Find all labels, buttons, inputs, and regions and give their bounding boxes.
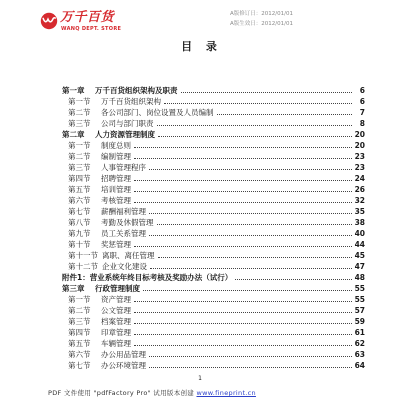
toc-entry-page: 20 xyxy=(354,130,365,139)
toc-entry-label: 附件1： xyxy=(62,273,90,282)
toc-entry-label: 第四节 xyxy=(68,328,91,337)
toc-entry-label: 第七节 xyxy=(68,361,91,370)
toc-entry-title: 营业系统年终目标考核及奖励办法（试行） xyxy=(89,273,233,282)
header-meta-line-1: A版修订日：2012/01/01 xyxy=(230,11,293,17)
toc-entry-label: 第一节 xyxy=(68,295,91,304)
toc-entry-page: 59 xyxy=(354,317,365,326)
toc-section-entry xyxy=(62,261,365,272)
toc-leader-dots xyxy=(158,257,352,258)
toc-entry-page: 38 xyxy=(354,218,365,227)
toc-entry-label: 第四节 xyxy=(68,174,91,183)
toc-entry-page: 23 xyxy=(354,152,365,161)
toc-entry-page: 6 xyxy=(359,86,365,95)
toc-section-entry xyxy=(62,140,365,151)
toc-entry-title: 企业文化建设 xyxy=(102,262,147,271)
toc-entry-label: 第六节 xyxy=(68,196,91,205)
footer-text: PDF 文件使用 "pdfFactory Pro" 试用版本创建 xyxy=(48,389,197,397)
toc-entry-page: 26 xyxy=(354,185,365,194)
toc-entry-title: 办公环境管理 xyxy=(101,361,146,370)
toc-entry-page: 32 xyxy=(354,196,365,205)
pdf-footer xyxy=(48,389,256,397)
toc-leader-dots xyxy=(143,290,352,291)
toc-entry-page: 8 xyxy=(359,119,365,128)
toc-leader-dots xyxy=(149,235,352,236)
toc-entry-label: 第二节 xyxy=(68,306,91,315)
toc-section-entry xyxy=(62,239,365,250)
toc-entry-page: 48 xyxy=(354,273,365,282)
toc-entry-label: 第二章 xyxy=(62,130,85,139)
toc-leader-dots xyxy=(149,356,352,357)
toc-leader-dots xyxy=(149,169,352,170)
toc-entry-page: 64 xyxy=(354,361,365,370)
toc-entry-title: 员工关系管理 xyxy=(101,229,146,238)
toc-section-entry xyxy=(62,173,365,184)
toc-section-entry xyxy=(62,338,365,349)
toc-section-entry xyxy=(62,107,365,118)
toc-entry-title: 薪酬福利管理 xyxy=(101,207,146,216)
toc-entry-title: 奖惩管理 xyxy=(101,240,131,249)
footer-link[interactable]: www.fineprint.cn xyxy=(196,389,256,397)
toc-entry-title: 档案管理 xyxy=(101,317,131,326)
toc-leader-dots xyxy=(134,202,352,203)
toc-entry-label: 第一节 xyxy=(68,97,91,106)
toc-leader-dots xyxy=(134,312,352,313)
toc-leader-dots xyxy=(164,103,352,104)
toc-entry-page: 61 xyxy=(354,328,365,337)
toc-entry-label: 第三节 xyxy=(68,317,91,326)
toc-entry-page: 40 xyxy=(354,229,365,238)
toc-leader-dots xyxy=(134,301,352,302)
toc-entry-label: 第六节 xyxy=(68,350,91,359)
toc-section-entry xyxy=(62,151,365,162)
toc-entry-title: 车辆管理 xyxy=(101,339,131,348)
toc-leader-dots xyxy=(158,136,352,137)
toc-entry-title: 行政管理制度 xyxy=(95,284,140,293)
toc-section-entry xyxy=(62,206,365,217)
logo-wordmark-cn: 万千百货 xyxy=(60,10,115,25)
toc-leader-dots xyxy=(235,279,351,280)
toc-section-entry xyxy=(62,96,365,107)
toc-title: 目 录 xyxy=(181,40,219,53)
toc-leader-dots xyxy=(149,367,352,368)
toc-leader-dots xyxy=(134,158,352,159)
toc-leader-dots xyxy=(134,323,352,324)
toc-entry-page: 6 xyxy=(359,97,365,106)
toc-section-entry xyxy=(62,305,365,316)
toc-entry-label: 第一章 xyxy=(62,86,85,95)
logo-wordmark-en: WANQ DEPT. STORE xyxy=(61,26,122,32)
toc-leader-dots xyxy=(149,213,352,214)
toc-entry-title: 万千百货组织架构及职责 xyxy=(95,86,178,95)
toc-leader-dots xyxy=(157,224,352,225)
toc-leader-dots xyxy=(134,246,352,247)
toc-section-entry xyxy=(62,162,365,173)
toc-entry-page: 45 xyxy=(354,251,365,260)
toc-leader-dots xyxy=(134,191,352,192)
toc-entry-title: 人事管理程序 xyxy=(101,163,146,172)
toc-entry-title: 培训管理 xyxy=(101,185,131,194)
toc-entry-page: 35 xyxy=(354,207,365,216)
wanqian-logo-icon xyxy=(40,12,58,30)
toc-entry-label: 第三章 xyxy=(62,284,85,293)
toc-leader-dots xyxy=(134,180,352,181)
page-number: 1 xyxy=(198,375,202,382)
toc-entry-label: 第七节 xyxy=(68,207,91,216)
toc-entry-title: 公司与部门职责 xyxy=(101,119,154,128)
toc-leader-dots xyxy=(181,92,353,93)
toc-entry-label: 第十一节 xyxy=(68,251,98,260)
toc-section-entry xyxy=(62,228,365,239)
toc-entry-title: 人力资源管理制度 xyxy=(95,130,155,139)
toc-section-entry xyxy=(62,327,365,338)
toc-entry-label: 第二节 xyxy=(68,152,91,161)
toc-entry-label: 第三节 xyxy=(68,119,91,128)
toc-leader-dots xyxy=(134,334,352,335)
toc-leader-dots xyxy=(217,114,353,115)
toc-entry-page: 63 xyxy=(354,350,365,359)
toc-entry-title: 公文管理 xyxy=(101,306,131,315)
toc-entry-title: 各公司部门、岗位设置及人员编制 xyxy=(101,108,214,117)
toc-entry-label: 第十二节 xyxy=(68,262,98,271)
toc-leader-dots xyxy=(157,125,353,126)
toc-entry-label: 第三节 xyxy=(68,163,91,172)
toc-entry-page: 55 xyxy=(354,295,365,304)
toc-entry-label: 第五节 xyxy=(68,185,91,194)
toc-section-entry xyxy=(62,294,365,305)
toc-entry-label: 第一节 xyxy=(68,141,91,150)
toc-entry-title: 考核管理 xyxy=(101,196,131,205)
toc-entry-page: 20 xyxy=(354,141,365,150)
toc-leader-dots xyxy=(134,345,352,346)
toc-entry-page: 23 xyxy=(354,163,365,172)
toc-leader-dots xyxy=(134,147,352,148)
toc-entry-page: 24 xyxy=(354,174,365,183)
toc-section-entry xyxy=(62,217,365,228)
toc-chapter-entry xyxy=(62,85,365,96)
toc-leader-dots xyxy=(150,268,352,269)
toc-entry-label: 第九节 xyxy=(68,229,91,238)
toc-entry-title: 考勤及休假管理 xyxy=(101,218,154,227)
toc-list xyxy=(62,85,365,371)
toc-section-entry xyxy=(62,316,365,327)
toc-entry-page: 62 xyxy=(354,339,365,348)
toc-entry-page: 44 xyxy=(354,240,365,249)
toc-chapter-entry xyxy=(62,129,365,140)
toc-entry-title: 办公用品管理 xyxy=(101,350,146,359)
toc-entry-title: 招聘管理 xyxy=(101,174,131,183)
toc-entry-title: 离职、离任管理 xyxy=(102,251,155,260)
toc-entry-label: 第八节 xyxy=(68,218,91,227)
toc-entry-title: 制度总则 xyxy=(101,141,131,150)
toc-entry-title: 印章管理 xyxy=(101,328,131,337)
toc-section-entry xyxy=(62,195,365,206)
toc-section-entry xyxy=(62,184,365,195)
toc-section-entry xyxy=(62,118,365,129)
toc-chapter-entry xyxy=(62,283,365,294)
toc-entry-label: 第二节 xyxy=(68,108,91,117)
toc-entry-page: 55 xyxy=(354,284,365,293)
toc-entry-page: 57 xyxy=(354,306,365,315)
toc-section-entry xyxy=(62,360,365,371)
toc-entry-label: 第十节 xyxy=(68,240,91,249)
toc-entry-page: 7 xyxy=(359,108,365,117)
toc-appendix-entry xyxy=(62,272,365,283)
toc-entry-label: 第五节 xyxy=(68,339,91,348)
toc-section-entry xyxy=(62,349,365,360)
toc-section-entry xyxy=(62,250,365,261)
header-meta-line-2: A版生效日：2012/01/01 xyxy=(230,21,293,27)
toc-entry-title: 万千百货组织架构 xyxy=(101,97,161,106)
toc-entry-title: 编制管理 xyxy=(101,152,131,161)
toc-entry-page: 47 xyxy=(354,262,365,271)
toc-entry-title: 资产管理 xyxy=(101,295,131,304)
